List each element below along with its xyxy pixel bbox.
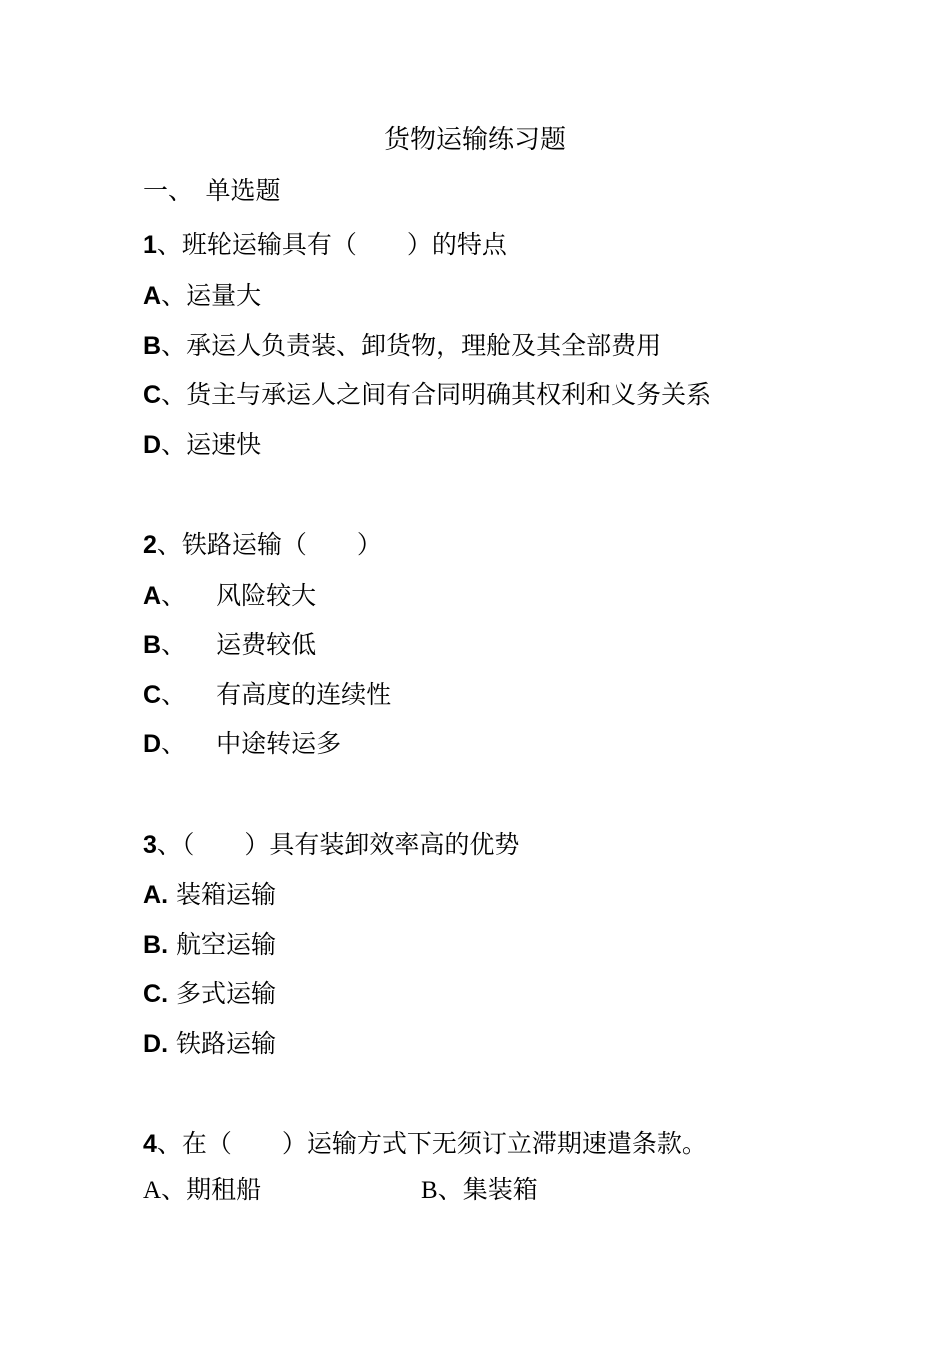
option-text: 铁路运输 (175, 1029, 276, 1058)
question-number: 1 (143, 231, 157, 259)
option-separator: 、 (161, 680, 187, 709)
option-label: D (143, 730, 162, 758)
option-label: A (143, 1177, 162, 1204)
option-label: D (143, 431, 162, 459)
option-2b (143, 628, 316, 662)
section-heading: 一、 单选题 (143, 176, 281, 205)
option-4b (421, 1174, 538, 1208)
option-separator: 、 (161, 430, 187, 459)
option-separator: 、 (161, 331, 187, 360)
option-text: 运费较低 (216, 630, 317, 659)
option-1d (143, 428, 261, 462)
option-1b (143, 329, 661, 363)
option-3c (143, 977, 276, 1011)
option-label: B (421, 1177, 438, 1204)
option-text: 集装箱 (462, 1177, 538, 1204)
question-3 (143, 828, 519, 862)
option-label: D (143, 1030, 162, 1058)
option-label: A (143, 282, 162, 310)
option-text: 有高度的连续性 (216, 680, 392, 709)
option-label: C (143, 980, 162, 1008)
option-label: B (143, 631, 162, 659)
option-text: 装箱运输 (175, 880, 276, 909)
question-stem: 、铁路运输（ ） (156, 530, 382, 559)
option-separator: . (161, 931, 169, 959)
option-label: C (143, 681, 162, 709)
question-2 (143, 528, 382, 562)
option-text: 风险较大 (216, 581, 317, 610)
option-3d (143, 1027, 276, 1061)
question-4 (143, 1127, 707, 1161)
option-label: A (143, 582, 162, 610)
option-separator: 、 (161, 1177, 187, 1204)
option-3a (143, 878, 276, 912)
option-1c (143, 378, 711, 412)
option-separator: . (161, 881, 169, 909)
option-label: A (143, 881, 162, 909)
option-text: 运速快 (186, 430, 262, 459)
option-2d (143, 727, 341, 761)
option-1a (143, 279, 261, 313)
option-text: 多式运输 (175, 979, 276, 1008)
option-text: 承运人负责装、卸货物，理舱及其全部费用 (186, 331, 662, 360)
question-number: 3 (143, 831, 157, 859)
option-separator: 、 (161, 729, 187, 758)
option-text: 航空运输 (175, 930, 276, 959)
option-text: 中途转运多 (216, 729, 342, 758)
option-separator: 、 (161, 281, 187, 310)
option-separator: . (161, 1030, 169, 1058)
page-title: 货物运输练习题 (383, 125, 566, 155)
option-label: B (143, 931, 162, 959)
question-stem: 、在（ ）运输方式下无须订立滞期速遣条款。 (156, 1129, 707, 1158)
option-text: 货主与承运人之间有合同明确其权利和义务关系 (186, 380, 712, 409)
question-1 (143, 228, 507, 262)
option-separator: 、 (161, 630, 187, 659)
option-2c (143, 678, 391, 712)
option-3b (143, 928, 276, 962)
question-stem: 、班轮运输具有（ ）的特点 (156, 230, 507, 259)
question-stem: 、（ ）具有装卸效率高的优势 (156, 830, 520, 859)
option-separator: 、 (161, 380, 187, 409)
option-4a (143, 1174, 261, 1208)
option-separator: 、 (161, 581, 187, 610)
question-number: 2 (143, 531, 157, 559)
option-label: B (143, 332, 162, 360)
option-text: 期租船 (186, 1177, 262, 1204)
option-separator: . (161, 980, 169, 1008)
option-2a (143, 579, 316, 613)
question-number: 4 (143, 1130, 157, 1158)
option-label: C (143, 381, 162, 409)
option-separator: 、 (437, 1177, 463, 1204)
option-text: 运量大 (186, 281, 262, 310)
